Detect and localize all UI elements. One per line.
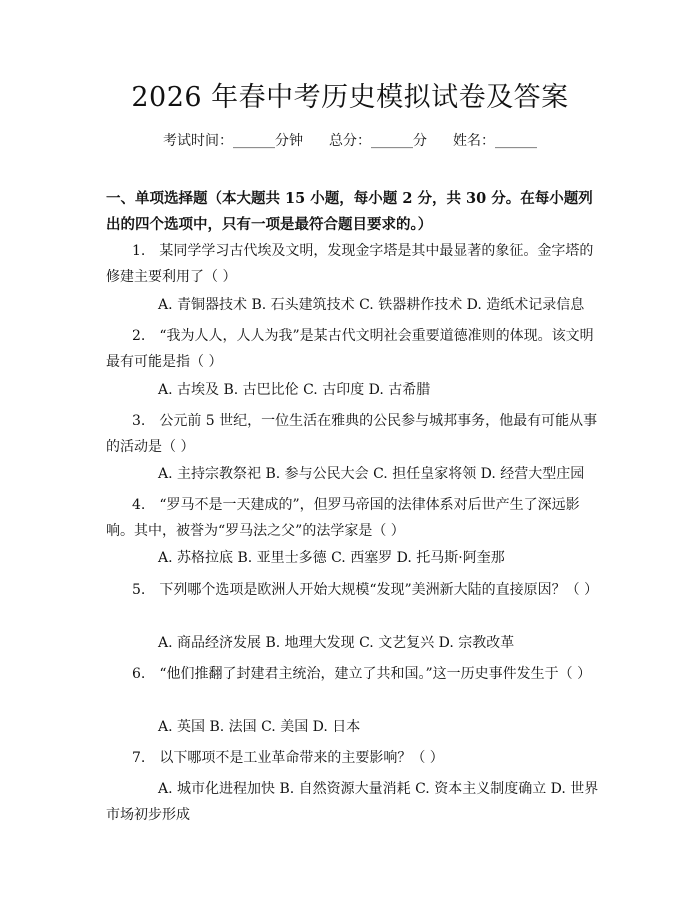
question-options: A. 苏格拉底 B. 亚里士多德 C. 西塞罗 D. 托马斯·阿奎那 bbox=[158, 550, 505, 566]
question-stem: 7. 以下哪项不是工业革命带来的主要影响？（ ） bbox=[132, 750, 444, 766]
question-options: A. 英国 B. 法国 C. 美国 D. 日本 bbox=[158, 719, 361, 735]
question-options: A. 商品经济发展 B. 地理大发现 C. 文艺复兴 D. 宗教改革 bbox=[158, 635, 515, 651]
page-title: 2026 年春中考历史模拟试卷及答案 bbox=[131, 82, 569, 113]
question-stem: 3. 公元前 5 世纪，一位生活在雅典的公民参与城邦事务，他最有可能从事的活动是（ ） bbox=[106, 413, 598, 455]
section-heading: 一、单项选择题（本大题共 15 小题，每小题 2 分，共 30 分。在每小题列出的四个选项中，只有一项是最符合题目要求的。） bbox=[106, 190, 593, 233]
exam-time-field: 考试时间：______分钟 bbox=[163, 133, 303, 149]
student-name-field: 姓名：______ bbox=[453, 133, 537, 149]
exam-meta-line bbox=[0, 131, 700, 151]
total-score-field: 总分：______分 bbox=[329, 133, 427, 149]
question-stem: 5. 下列哪个选项是欧洲人开始大规模“发现”美洲新大陆的直接原因？（ ） bbox=[132, 582, 599, 598]
question-options: A. 古埃及 B. 古巴比伦 C. 古印度 D. 古希腊 bbox=[158, 382, 431, 398]
question-stem: 6. “他们推翻了封建君主统治，建立了共和国。”这一历史事件发生于（ ） bbox=[132, 666, 592, 682]
question-item bbox=[106, 577, 600, 603]
question-item bbox=[106, 323, 600, 375]
question-item bbox=[106, 408, 600, 460]
question-item bbox=[106, 745, 600, 771]
question-options: A. 主持宗教祭祀 B. 参与公民大会 C. 担任皇家将领 D. 经营大型庄园 bbox=[158, 466, 585, 482]
question-item bbox=[106, 661, 600, 687]
question-stem: 4. “罗马不是一天建成的”，但罗马帝国的法律体系对后世产生了深远影响。其中，被誉为“罗马法之父”的法学家是（ ） bbox=[106, 497, 580, 539]
question-options: A. 城市化进程加快 B. 自然资源大量消耗 C. 资本主义制度确立 D. 世界市场初步形成 bbox=[106, 781, 599, 823]
question-options: A. 青铜器技术 B. 石头建筑技术 C. 铁器耕作技术 D. 造纸术记录信息 bbox=[158, 297, 585, 313]
question-stem: 1. 某同学学习古代埃及文明，发现金字塔是其中最显著的象征。金字塔的修建主要利用了（ ） bbox=[106, 243, 594, 285]
question-item bbox=[106, 238, 600, 290]
question-item bbox=[106, 492, 600, 544]
question-stem: 2. “我为人人，人人为我”是某古代文明社会重要道德准则的体现。该文明最有可能是指（ ） bbox=[106, 328, 594, 370]
